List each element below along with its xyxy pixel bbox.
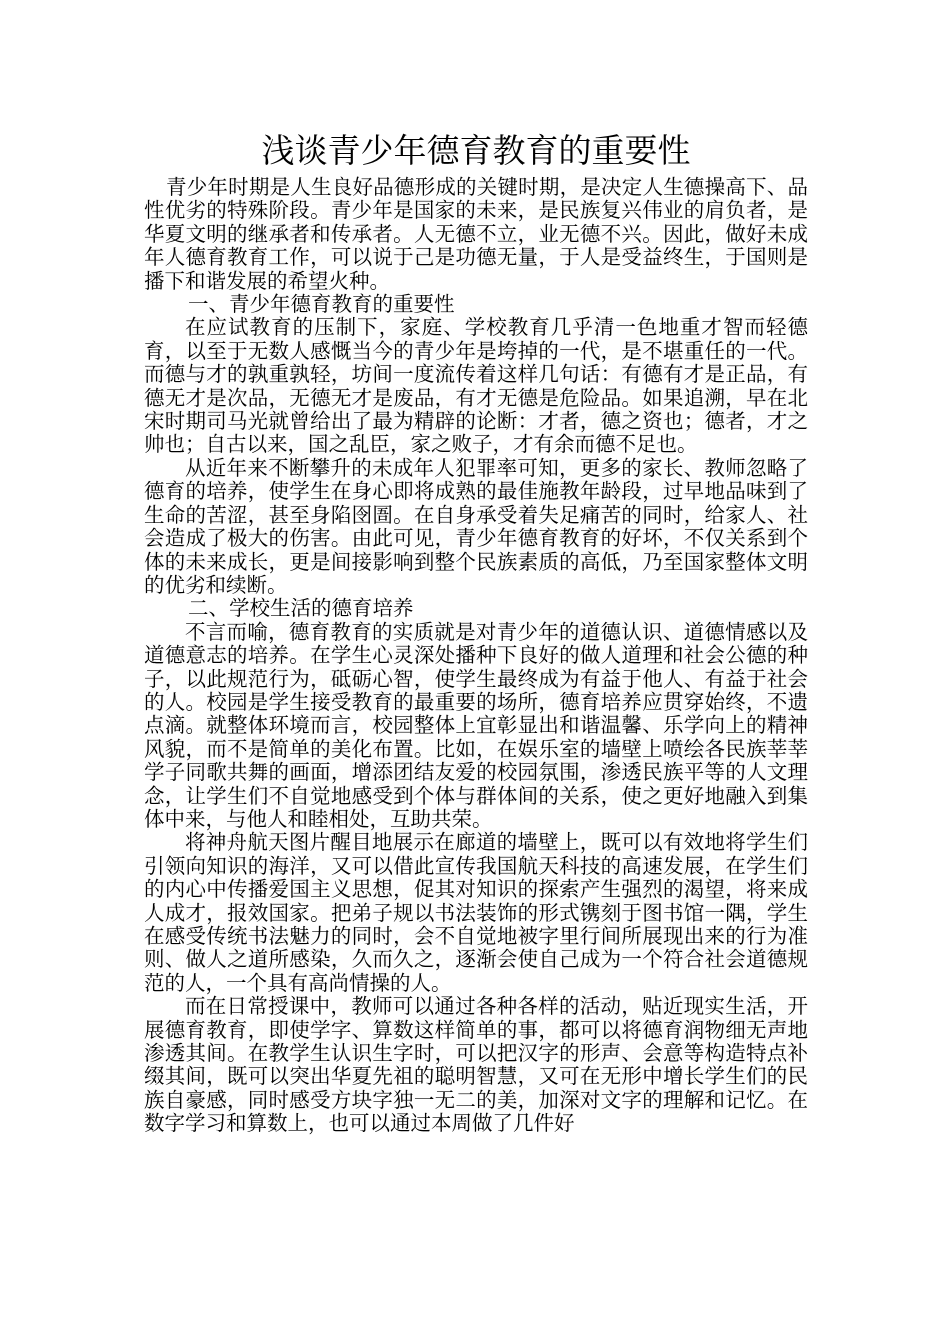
document-title: 浅谈青少年德育教育的重要性 <box>261 131 691 170</box>
document-page <box>144 128 808 1136</box>
section-2-paragraph-3: 而在日常授课中，教师可以通过各种各样的活动，贴近现实生活，开展德育教育，即使学字、算数这样简单的事，都可以将德育润物细无声地渗透其间。在教学生认识生字时，可以把汉字的形声、会意等构造特点补缀其间，既可以突出华夏先祖的聪明智慧，又可在无形中增长学生们的民族自豪感，同时感受方块字独一无二的美，加深对文字的理解和记忆。在数字学习和算数上，也可以通过本周做了几件好 <box>144 994 808 1136</box>
section-1-paragraph-2: 从近年来不断攀升的未成年人犯罪率可知，更多的家长、教师忽略了德育的培养，使学生在身心即将成熟的最佳施教年龄段，过早地品味到了生命的苦涩，甚至身陷囹圄。在自身承受着失足痛苦的同时，给家人、社会造成了极大的伤害。由此可见，青少年德育教育的好坏，不仅关系到个体的未来成长，更是间接影响到整个民族素质的高低，乃至国家整体文明的优劣和续断。 <box>144 455 808 597</box>
section-2-paragraph-1: 不言而喻，德育教育的实质就是对青少年的道德认识、道德情感以及道德意志的培养。在学生心灵深处播种下良好的做人道理和社会公德的种子，以此规范行为，砥砺心智，使学生最终成为有益于他人、有益于社会的人。校园是学生接受教育的最重要的场所，德育培养应贯穿始终，不遗点滴。就整体环境而言，校园整体上宜彰显出和谐温馨、乐学向上的精神风貌，而不是简单的美化布置。比如，在娱乐室的墙壁上喷绘各民族莘莘学子同歌共舞的画面，增添团结友爱的校园氛围，渗透民族平等的人文理念，让学生们不自觉地感受到个体与群体间的关系，使之更好地融入到集体中来，与他人和睦相处，互助共荣。 <box>144 619 808 831</box>
intro-paragraph: 青少年时期是人生良好品德形成的关键时期，是决定人生德操高下、品性优劣的特殊阶段。青少年是国家的未来，是民族复兴伟业的肩负者，是华夏文明的继承者和传承者。人无德不立，业无德不兴。因此，做好未成年人德育教育工作，可以说于己是功德无量，于人是受益终生，于国则是播下和谐发展的希望火种。 <box>144 175 808 293</box>
section-heading-1: 一、青少年德育教育的重要性 <box>188 292 455 317</box>
section-2-paragraph-2: 将神舟航天图片醒目地展示在廊道的墙壁上，既可以有效地将学生们引领向知识的海洋，又可以借此宣传我国航天科技的高速发展，在学生们的内心中传播爱国主义思想，促其对知识的探索产生强烈的渴望，将来成人成才，报效国家。把弟子规以书法装饰的形式镌刻于图书馆一隅，学生在感受传统书法魅力的同时，会不自觉地被字里行间所展现出来的行为准则、做人之道所感染，久而久之，逐渐会使自己成为一个符合社会道德规范的人，一个具有高尚情操的人。 <box>144 830 808 995</box>
section-1-paragraph-1: 在应试教育的压制下，家庭、学校教育几乎清一色地重才智而轻德育，以至于无数人感慨当今的青少年是垮掉的一代，是不堪重任的一代。而德与才的孰重孰轻，坊间一度流传着这样几句话：有德有才是正品，有德无才是次品，无德无才是废品，有才无德是危险品。如果追溯，早在北宋时期司马光就曾给出了最为精辟的论断：才者，德之资也；德者，才之帅也；自古以来，国之乱臣，家之败子，才有余而德不足也。 <box>144 315 808 457</box>
section-heading-2: 二、学校生活的德育培养 <box>188 596 414 621</box>
